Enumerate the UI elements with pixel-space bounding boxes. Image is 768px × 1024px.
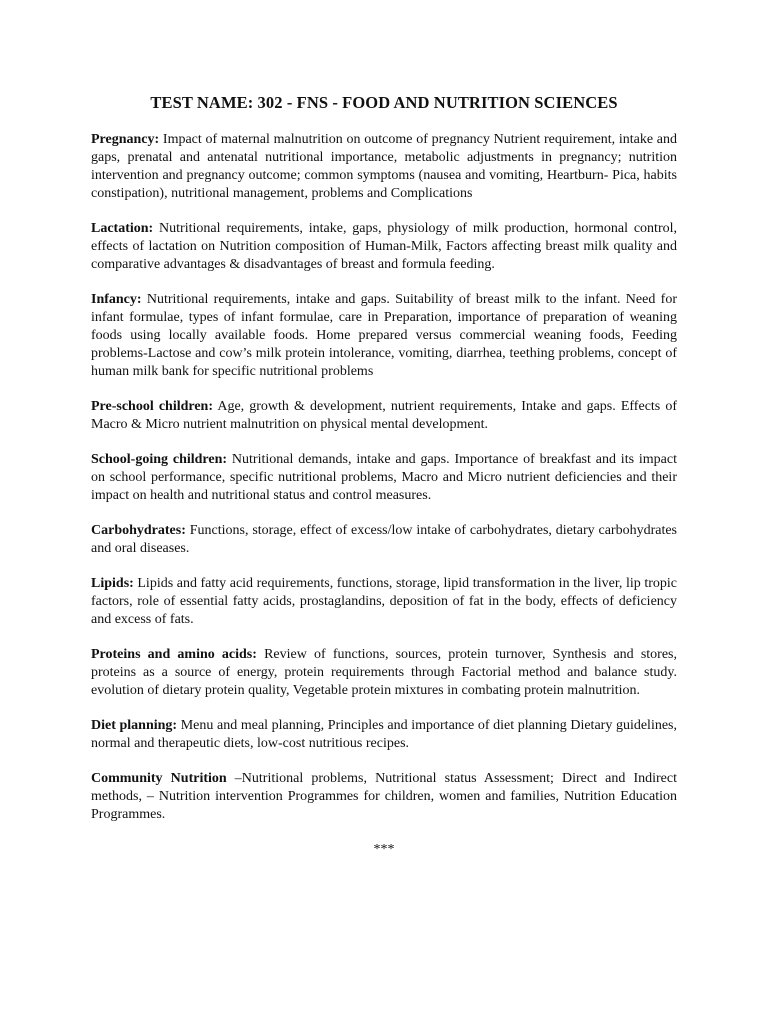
- section-heading: Lactation:: [91, 221, 154, 236]
- section-body: Age, growth & development, nutrient requirements, Intake and gaps. Effects of Macro & Micro nutrient malnutrition on physical mental development.: [91, 399, 677, 432]
- section-diet-planning: [91, 717, 677, 753]
- document-title: TEST NAME: 302 - FNS - FOOD AND NUTRITION SCIENCES: [150, 93, 618, 112]
- end-mark: ***: [373, 842, 395, 857]
- section-body: Nutritional requirements, intake and gaps. Suitability of breast milk to the infant. Need for infant formulae, types of infant formulae, care in Preparation, importance of preparation of weaning foods using locally available foods. Home prepared versus commercial weaning foods, Feeding problems-Lactose and cow’s milk protein intolerance, vomiting, diarrhea, teething problems, concept of human milk bank for specific nutritional problems: [91, 292, 677, 379]
- section-proteins-and-amino-acids: [91, 646, 677, 700]
- section-body: Lipids and fatty acid requirements, functions, storage, lipid transformation in the liver, lip tropic factors, role of essential fatty acids, prostaglandins, deposition of fat in the body, effects of deficiency and excess of fats.: [91, 576, 677, 627]
- section-heading: Infancy:: [91, 292, 142, 307]
- section-body: Functions, storage, effect of excess/low intake of carbohydrates, dietary carbohydrates and oral diseases.: [91, 523, 677, 556]
- section-heading: Pregnancy:: [91, 132, 160, 147]
- section-pre-school-children: [91, 398, 677, 434]
- section-infancy: [91, 291, 677, 381]
- section-heading: School-going children:: [91, 452, 228, 467]
- section-lipids: [91, 575, 677, 629]
- section-body: Review of functions, sources, protein turnover, Synthesis and stores, proteins as a source of energy, protein requirements through Factorial method and balance study. evolution of dietary protein quality, Vegetable protein mixtures in combating protein malnutrition.: [91, 647, 677, 698]
- section-body: –Nutritional problems, Nutritional status Assessment; Direct and Indirect methods, – Nutrition intervention Programmes for children, women and families, Nutrition Education Programmes.: [91, 771, 677, 822]
- section-heading: Proteins and amino acids:: [91, 647, 257, 662]
- section-body: Menu and meal planning, Principles and importance of diet planning Dietary guidelines, normal and therapeutic diets, low-cost nutritious recipes.: [91, 718, 677, 751]
- section-body: Nutritional demands, intake and gaps. Importance of breakfast and its impact on school performance, specific nutritional problems, Macro and Micro nutrient deficiencies and their impact on health and nutritional status and control measures.: [91, 452, 677, 503]
- section-community-nutrition: [91, 770, 677, 824]
- section-body: Nutritional requirements, intake, gaps, physiology of milk production, hormonal control, effects of lactation on Nutrition composition of Human-Milk, Factors affecting breast milk quality and comparative advantages & disadvantages of breast and formula feeding.: [91, 221, 677, 272]
- section-carbohydrates: [91, 522, 677, 558]
- section-pregnancy: [91, 131, 677, 203]
- section-lactation: [91, 220, 677, 274]
- section-heading: Pre-school children:: [91, 399, 214, 414]
- section-school-going-children: [91, 451, 677, 505]
- document-page: [91, 92, 677, 859]
- section-heading: Diet planning:: [91, 718, 178, 733]
- section-heading: Carbohydrates:: [91, 523, 186, 538]
- section-heading: Community Nutrition: [91, 771, 227, 786]
- section-heading: Lipids:: [91, 576, 134, 591]
- section-body: Impact of maternal malnutrition on outcome of pregnancy Nutrient requirement, intake and gaps, prenatal and antenatal nutritional importance, metabolic adjustments in pregnancy; nutrition intervention and pregnancy outcome; common symptoms (nausea and vomiting, Heartburn- Pica, habits constipation), nutritional management, problems and Complications: [91, 132, 677, 201]
